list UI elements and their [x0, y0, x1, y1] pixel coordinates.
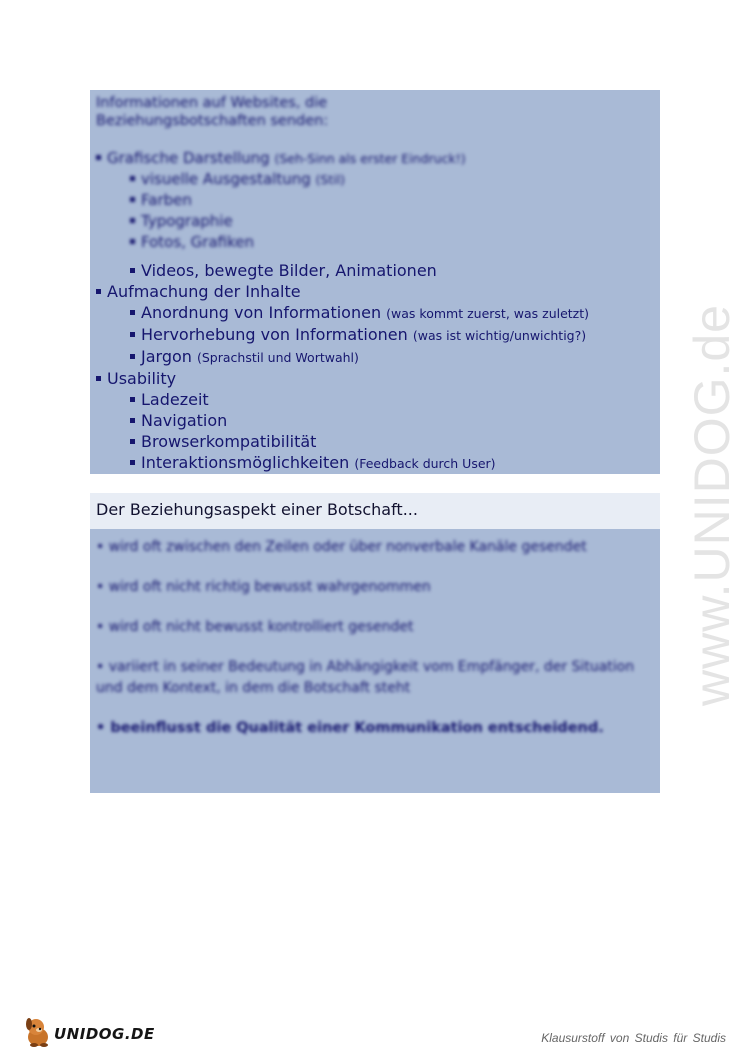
clear-list	[90, 260, 660, 474]
list-item: Aufmachung der Inhalte	[90, 281, 660, 302]
list-item: Navigation	[90, 410, 660, 431]
list-item: Interaktionsmöglichkeiten (Feedback durch User)	[90, 452, 660, 474]
list-item: Browserkompatibilität	[90, 431, 660, 452]
blurred-list	[90, 148, 660, 253]
list-item: visuelle Ausgestaltung (Stil)	[90, 169, 660, 190]
footer-logo[interactable]	[22, 1015, 162, 1049]
slide2-title: Der Beziehungsaspekt einer Botschaft...	[90, 493, 660, 529]
list-item: • wird oft zwischen den Zeilen oder über nonverbale Kanäle gesendet	[96, 539, 587, 555]
watermark: www.UNIDOG.de	[684, 304, 740, 706]
list-item: Farben	[90, 190, 660, 211]
list-item: • variiert in seiner Bedeutung in Abhängigkeit vom Empfänger, der Situation und dem Kontext, in dem die Botschaft steht	[96, 659, 635, 696]
slide1-heading	[90, 90, 660, 130]
list-item: • beeinflusst die Qualität einer Kommunikation entscheidend.	[96, 720, 604, 736]
list-item: Hervorhebung von Informationen (was ist wichtig/unwichtig?)	[90, 324, 660, 346]
list-item: Jargon (Sprachstil und Wortwahl)	[90, 346, 660, 368]
heading-line-2: Beziehungsbotschaften senden:	[96, 113, 329, 129]
heading-line-1: Informationen auf Websites, die	[96, 95, 328, 111]
footer-tagline: Klausurstoff von Studis für Studis	[541, 1031, 726, 1045]
list-item: • wird oft nicht richtig bewusst wahrgenommen	[96, 579, 431, 595]
dog-mascot-icon	[22, 1015, 56, 1049]
slide-websites	[90, 90, 660, 474]
list-item: Usability	[90, 368, 660, 389]
list-item: Typographie	[90, 211, 660, 232]
list-item: Grafische Darstellung (Seh-Sinn als erster Eindruck!)	[90, 148, 660, 169]
slide2-body	[96, 537, 650, 758]
list-item: Fotos, Grafiken	[90, 232, 660, 253]
logo-text: UNIDOG.DE	[54, 1025, 155, 1043]
slide-beziehungsaspekt	[90, 493, 660, 793]
list-item: Anordnung von Informationen (was kommt zuerst, was zuletzt)	[90, 302, 660, 324]
list-item: • wird oft nicht bewusst kontrolliert gesendet	[96, 619, 414, 635]
list-item: Ladezeit	[90, 389, 660, 410]
list-item: Videos, bewegte Bilder, Animationen	[90, 260, 660, 281]
